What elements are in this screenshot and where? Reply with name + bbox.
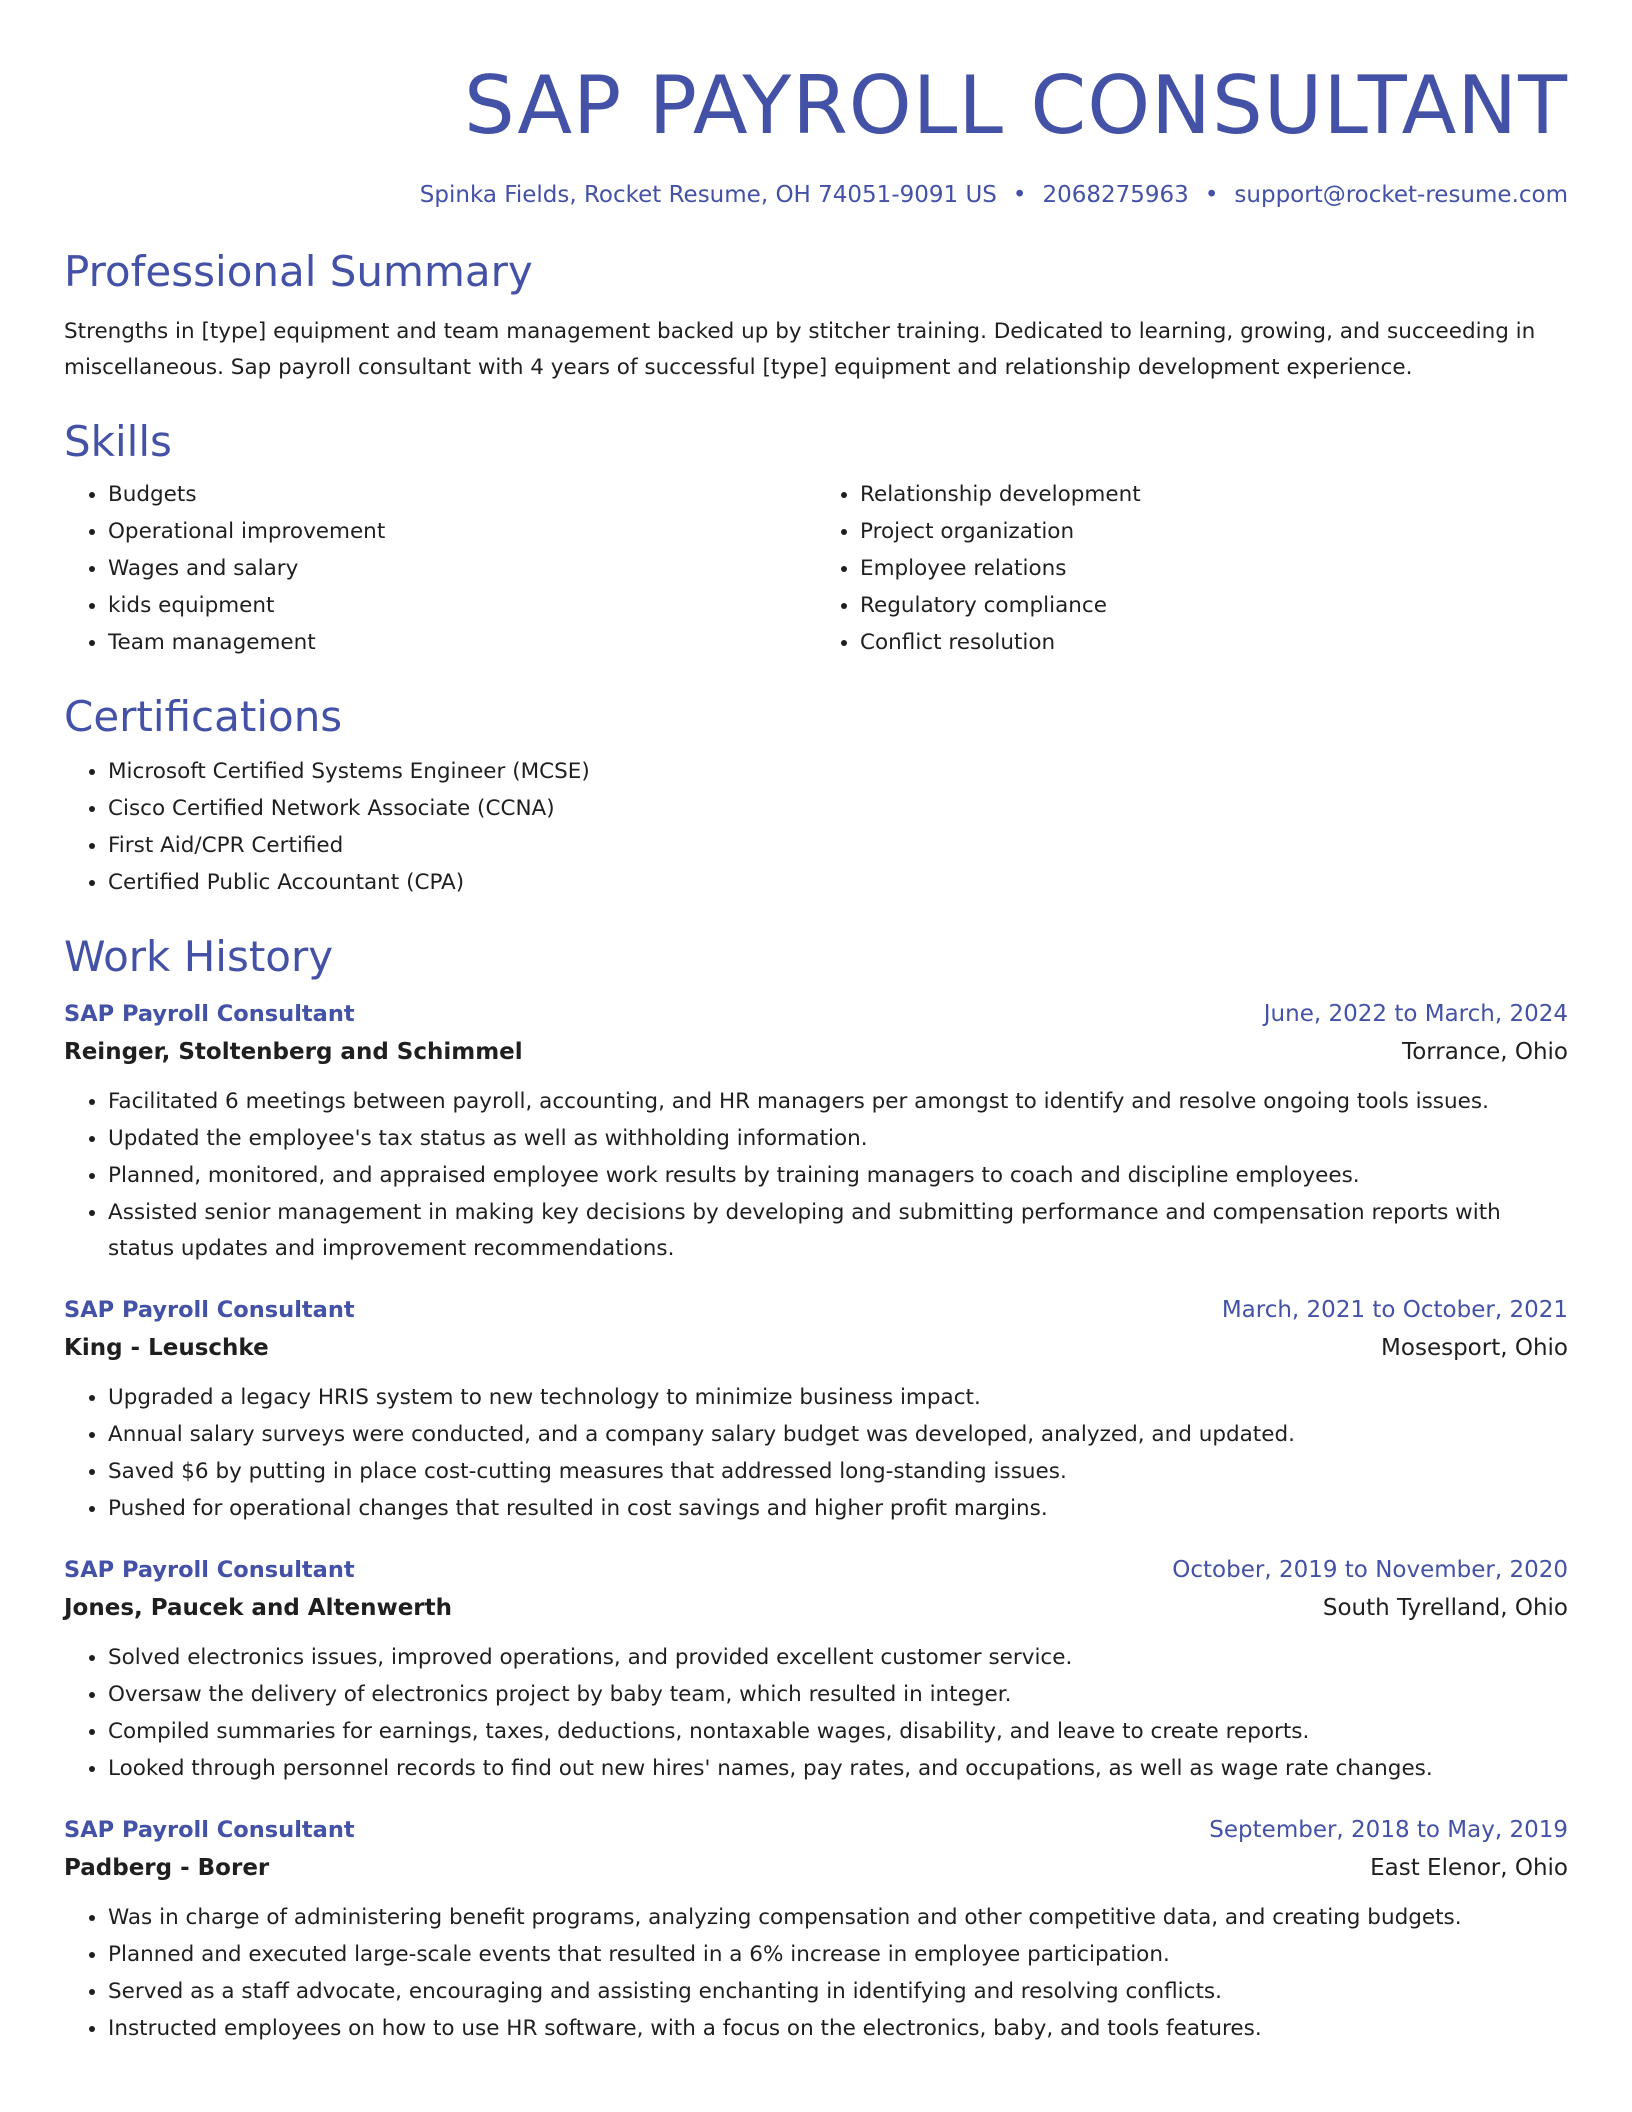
- skills-heading: Skills: [64, 417, 172, 466]
- skill-item: • Operational improvement: [108, 513, 816, 550]
- job-bullet: • Compiled summaries for earnings, taxes, deductions, nontaxable wages, disability, and leave to create reports.: [108, 1713, 1568, 1750]
- job-dates: June, 2022 to March, 2024: [1263, 1001, 1568, 1027]
- job-entry: [64, 1811, 1568, 2047]
- job-title: SAP Payroll Consultant: [64, 1817, 355, 1843]
- contact-line: [64, 180, 1568, 210]
- job-entry: [64, 1291, 1568, 1527]
- job-company: Reinger, Stoltenberg and Schimmel: [64, 1039, 523, 1065]
- job-bullets: [64, 1639, 1568, 1787]
- job-bullet: • Facilitated 6 meetings between payroll, accounting, and HR managers per amongst to identify and resolve ongoing tools issues.: [108, 1083, 1568, 1120]
- job-dates: March, 2021 to October, 2021: [1221, 1297, 1568, 1323]
- skill-item: • Regulatory compliance: [860, 587, 1568, 624]
- contact-email[interactable]: support@rocket-resume.com: [1234, 182, 1568, 208]
- contact-address: Spinka Fields, Rocket Resume, OH 74051-9091 US: [419, 182, 997, 208]
- job-location: Torrance, Ohio: [1402, 1039, 1568, 1065]
- job-bullet: • Served as a staff advocate, encouraging and assisting enchanting in identifying and resolving conflicts.: [108, 1973, 1568, 2010]
- skill-item: • Team management: [108, 624, 816, 661]
- skill-item: • Relationship development: [860, 476, 1568, 513]
- job-bullet: • Looked through personnel records to find out new hires' names, pay rates, and occupations, as well as wage rate changes.: [108, 1750, 1568, 1787]
- job-bullet: • Assisted senior management in making key decisions by developing and submitting performance and compensation reports with status updates and improvement recommendations.: [108, 1194, 1568, 1267]
- skill-item: • Employee relations: [860, 550, 1568, 587]
- job-title: SAP Payroll Consultant: [64, 1557, 355, 1583]
- job-bullets: [64, 1899, 1568, 2047]
- summary-section: [64, 244, 1568, 386]
- job-bullet: • Solved electronics issues, improved operations, and provided excellent customer service.: [108, 1639, 1568, 1676]
- job-bullet: • Updated the employee's tax status as well as withholding information.: [108, 1120, 1568, 1157]
- work-history-heading: Work History: [64, 932, 334, 981]
- certification-item: • Microsoft Certified Systems Engineer (MCSE): [108, 753, 1568, 790]
- certification-item: • First Aid/CPR Certified: [108, 827, 1568, 864]
- job-bullets: [64, 1083, 1568, 1267]
- job-bullet: • Saved $6 by putting in place cost-cutting measures that addressed long-standing issues.: [108, 1453, 1568, 1490]
- job-title: SAP Payroll Consultant: [64, 1297, 355, 1323]
- job-bullet: • Instructed employees on how to use HR software, with a focus on the electronics, baby, and tools features.: [108, 2010, 1568, 2047]
- certifications-list: [64, 753, 1568, 901]
- skills-list-right: [816, 476, 1568, 661]
- job-company: Padberg - Borer: [64, 1855, 270, 1881]
- skill-item: • Budgets: [108, 476, 816, 513]
- job-entry: [64, 995, 1568, 1267]
- job-company: King - Leuschke: [64, 1335, 269, 1361]
- job-location: South Tyrelland, Ohio: [1322, 1595, 1568, 1621]
- job-title: SAP Payroll Consultant: [64, 1001, 355, 1027]
- skill-item: • Wages and salary: [108, 550, 816, 587]
- resume-header: [64, 0, 1568, 210]
- job-bullet: • Upgraded a legacy HRIS system to new technology to minimize business impact.: [108, 1379, 1568, 1416]
- job-location: Mosesport, Ohio: [1381, 1335, 1568, 1361]
- skills-list-left: [64, 476, 816, 661]
- certifications-section: [64, 689, 1568, 901]
- job-dates: September, 2018 to May, 2019: [1209, 1817, 1568, 1843]
- job-company: Jones, Paucek and Altenwerth: [64, 1595, 453, 1621]
- job-bullets: [64, 1379, 1568, 1527]
- job-bullet: • Planned, monitored, and appraised employee work results by training managers to coach and discipline employees.: [108, 1157, 1568, 1194]
- certifications-heading: Certifications: [64, 692, 343, 741]
- job-bullet: • Planned and executed large-scale events that resulted in a 6% increase in employee participation.: [108, 1936, 1568, 1973]
- contact-separator: •: [1204, 182, 1219, 208]
- skills-grid: [64, 476, 1568, 661]
- skill-item: • Conflict resolution: [860, 624, 1568, 661]
- certification-item: • Certified Public Accountant (CPA): [108, 864, 1568, 901]
- candidate-name: SAP PAYROLL CONSULTANT: [464, 59, 1568, 152]
- job-location: East Elenor, Ohio: [1370, 1855, 1568, 1881]
- skills-section: [64, 414, 1568, 661]
- summary-heading: Professional Summary: [64, 247, 533, 296]
- skill-item: • kids equipment: [108, 587, 816, 624]
- work-history-section: [64, 929, 1568, 2047]
- job-bullet: • Annual salary surveys were conducted, and a company salary budget was developed, analyzed, and updated.: [108, 1416, 1568, 1453]
- summary-text: Strengths in [type] equipment and team management backed up by stitcher training. Dedicated to learning, growing, and succeeding in miscellaneous. Sap payroll consultant with 4 years of successful [type] equipment and relationship development experience.: [64, 319, 1536, 380]
- job-bullet: • Was in charge of administering benefit programs, analyzing compensation and other competitive data, and creating budgets.: [108, 1899, 1568, 1936]
- certification-item: • Cisco Certified Network Associate (CCNA): [108, 790, 1568, 827]
- job-bullet: • Pushed for operational changes that resulted in cost savings and higher profit margins.: [108, 1490, 1568, 1527]
- job-bullet: • Oversaw the delivery of electronics project by baby team, which resulted in integer.: [108, 1676, 1568, 1713]
- job-dates: October, 2019 to November, 2020: [1172, 1557, 1568, 1583]
- contact-phone: 2068275963: [1042, 182, 1189, 208]
- resume-page: [64, 0, 1568, 2047]
- job-entry: [64, 1551, 1568, 1787]
- skill-item: • Project organization: [860, 513, 1568, 550]
- contact-separator: •: [1012, 182, 1027, 208]
